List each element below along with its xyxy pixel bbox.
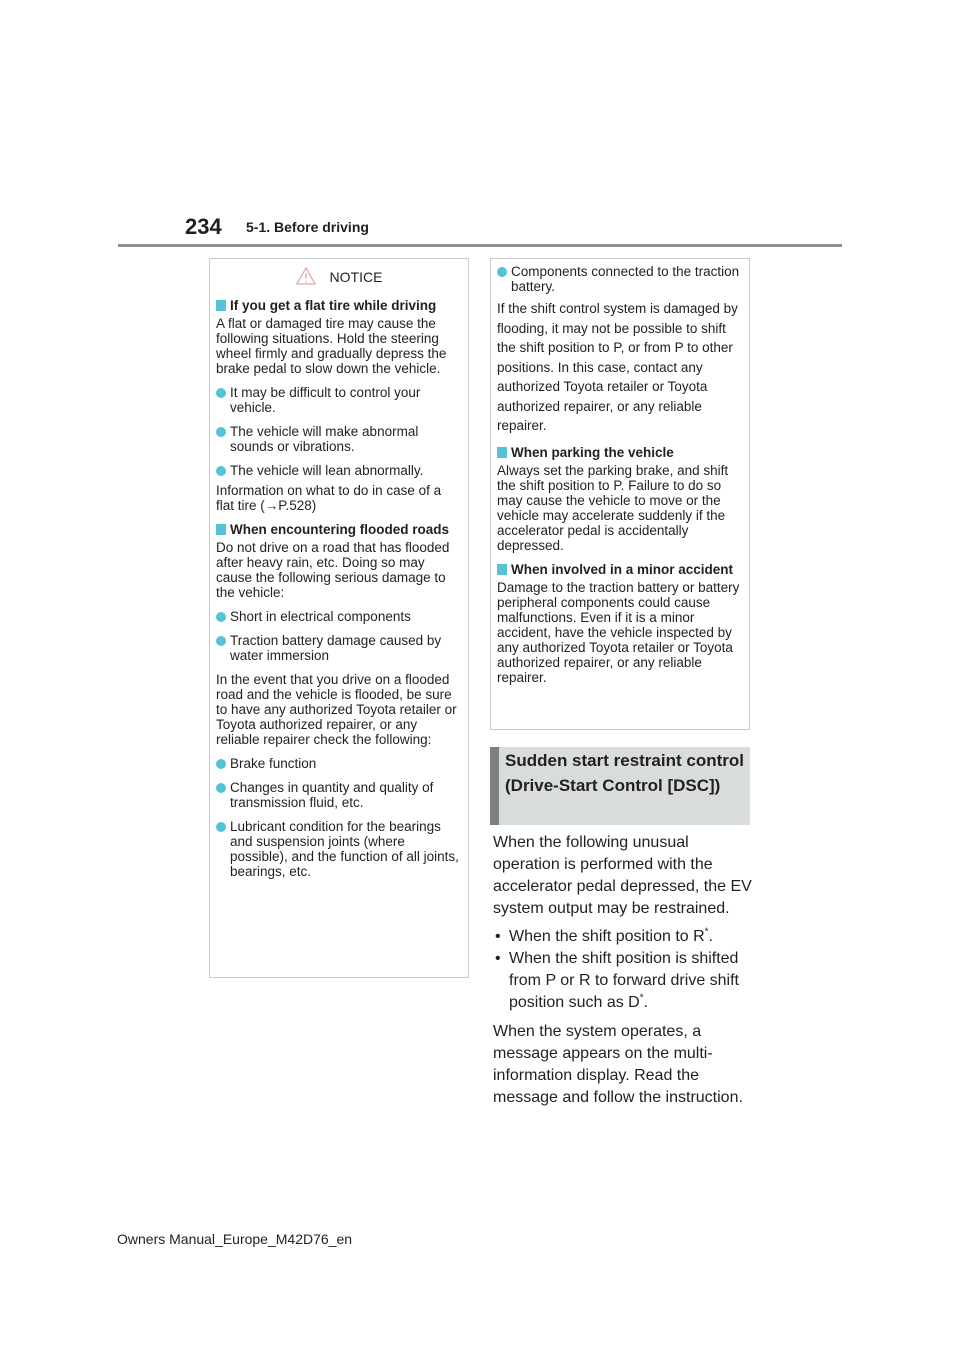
dot-bullet-icon (216, 759, 226, 769)
square-bullet-icon (497, 447, 507, 458)
dsc-heading-band (490, 747, 750, 825)
list-item: • When the shift position is shifted from P or R to forward drive shift position such as D*. (495, 950, 739, 1011)
page-number: 234 (185, 214, 222, 239)
list-item: It may be difficult to control your vehicle. (216, 385, 462, 415)
list-item: The vehicle will lean abnormally. (216, 463, 462, 478)
subheading-flat-tire: If you get a flat tire while driving (216, 298, 462, 314)
header-rule (118, 244, 842, 247)
bullet-mark: • (495, 928, 501, 945)
paragraph: In the event that you drive on a flooded road and the vehicle is flooded, be sure to have any authorized Toyota retailer or Toyota authorized repairer, or any reliable repairer check the following: (216, 672, 457, 747)
list-item: Traction battery damage caused by water immersion (216, 633, 462, 663)
footnote-mark: * (704, 926, 709, 938)
list-item: Lubricant condition for the bearings and suspension joints (where possible), and the function of all joints, bearings, etc. (216, 819, 462, 879)
dsc-heading: Sudden start restraint control (Drive-Start Control [DSC]) (505, 751, 744, 795)
subheading-minor-accident: When involved in a minor accident (497, 562, 743, 578)
warning-triangle-icon (296, 267, 316, 285)
list-item: Brake function (216, 756, 462, 771)
footnote-mark: * (639, 992, 644, 1004)
paragraph: When the system operates, a message appears on the multi-information display. Read the message and follow the instruction. (493, 1023, 743, 1106)
dot-bullet-icon (216, 388, 226, 398)
paragraph: Information on what to do in case of a flat tire (→P.528) (216, 483, 442, 513)
subheading-flooded-roads: When encountering flooded roads (216, 522, 462, 538)
list-item: Components connected to the traction battery. (497, 264, 743, 294)
bullet-mark: • (495, 950, 501, 967)
paragraph: When the following unusual operation is performed with the accelerator pedal depressed, the EV system output may be restrained. (493, 834, 752, 917)
notice-header (216, 264, 462, 290)
notice-label: NOTICE (329, 269, 383, 285)
square-bullet-icon (497, 564, 507, 575)
list-item: • When the shift position to R*. (493, 926, 755, 948)
dot-bullet-icon (497, 267, 507, 277)
dot-bullet-icon (216, 636, 226, 646)
paragraph: If the shift control system is damaged by flooding, it may not be possible to shift the shift position to P, or from P to other positions. In this case, contact any authorized Toyota retailer or Toyota authorized repairer, or any reliable repairer. (497, 301, 738, 433)
square-bullet-icon (216, 524, 226, 535)
subheading-parking: When parking the vehicle (497, 445, 743, 461)
dot-bullet-icon (216, 783, 226, 793)
section-title: 5-1. Before driving (246, 219, 369, 235)
list-item: Changes in quantity and quality of transmission fluid, etc. (216, 780, 462, 810)
dsc-body (493, 832, 755, 1115)
paragraph: A flat or damaged tire may cause the following situations. Hold the steering wheel firmly and gradually depress the brake pedal to slow down the vehicle. (216, 316, 447, 376)
footer-doc-id: Owners Manual_Europe_M42D76_en (117, 1231, 353, 1247)
list-item: Short in electrical components (216, 609, 462, 624)
list-item: The vehicle will make abnormal sounds or vibrations. (216, 424, 462, 454)
dot-bullet-icon (216, 466, 226, 476)
heading-bar (490, 747, 499, 825)
paragraph: Do not drive on a road that has flooded after heavy rain, etc. Doing so may cause the following serious damage to the vehicle: (216, 540, 450, 600)
paragraph: Damage to the traction battery or battery peripheral components could cause malfunctions. Even if it is a minor accident, have the vehicle inspected by any authorized Toyota retailer or Toyota authorized repairer, or any reliable repairer. (497, 579, 740, 685)
dot-bullet-icon (216, 822, 226, 832)
dot-bullet-icon (216, 612, 226, 622)
square-bullet-icon (216, 300, 226, 311)
notice-box-right (490, 258, 750, 730)
dot-bullet-icon (216, 427, 226, 437)
notice-box-left (209, 258, 469, 978)
paragraph: Always set the parking brake, and shift the shift position to P. Failure to do so may cause the vehicle to move or the vehicle may accelerate suddenly if the accelerator pedal is accidentally depressed. (497, 462, 729, 553)
